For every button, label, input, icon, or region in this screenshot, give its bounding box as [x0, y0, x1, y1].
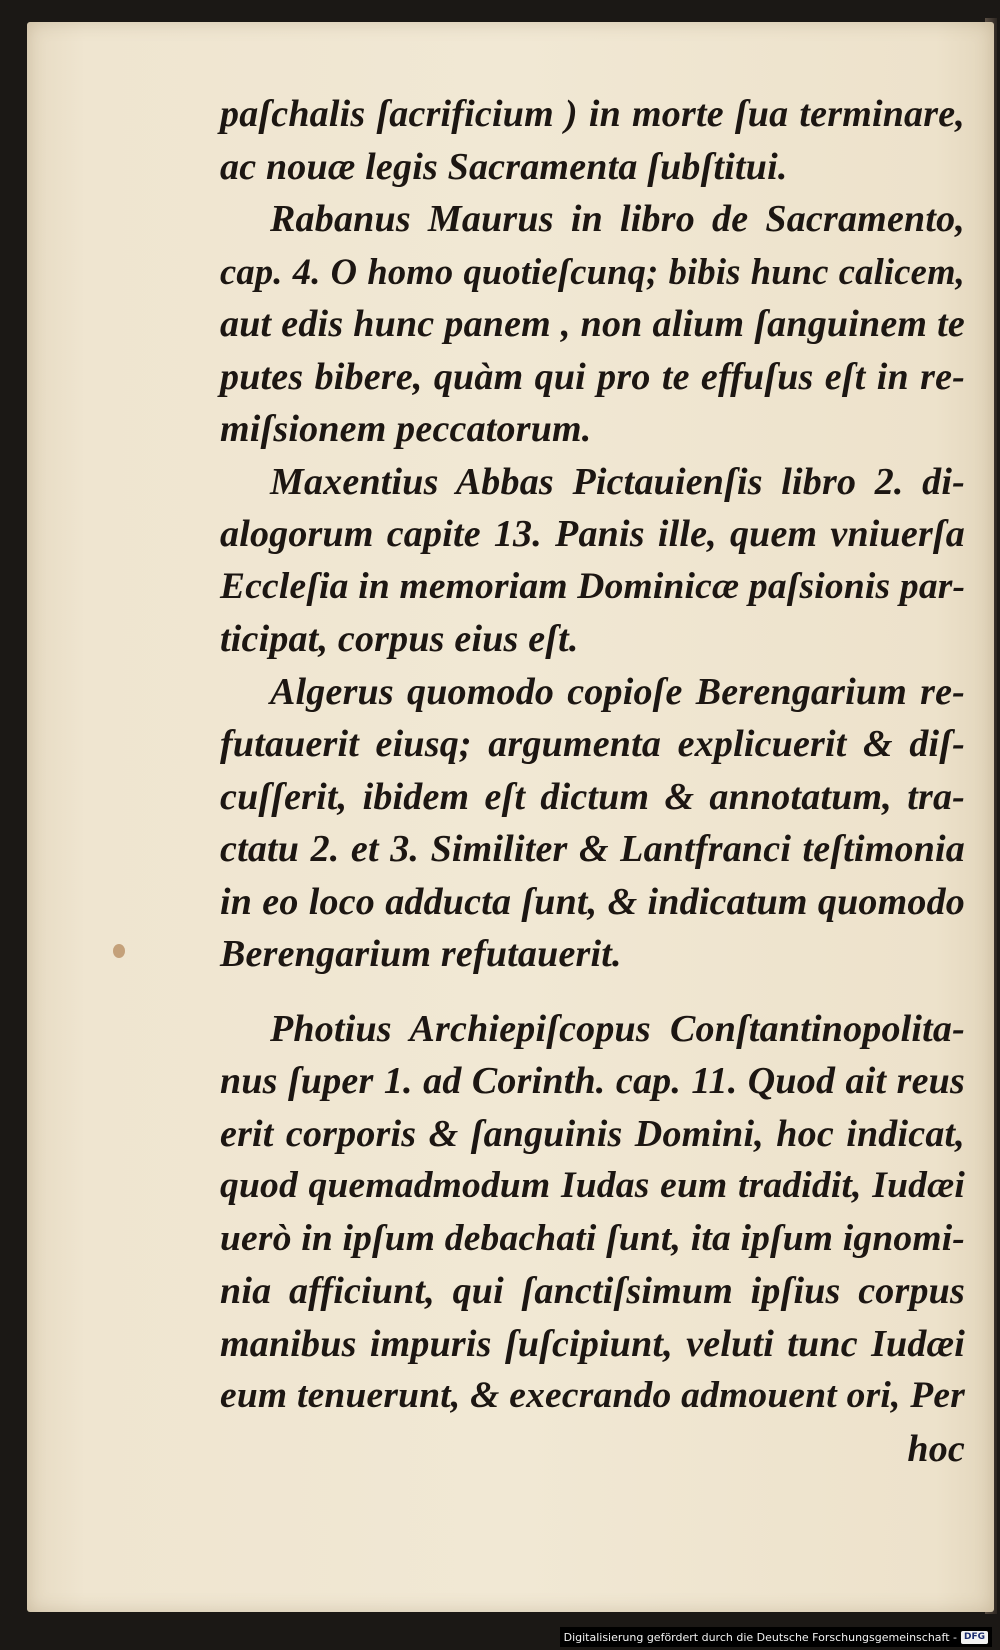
- text-line: Eccleſia in memoriam Dominicæ paſsionis par-: [220, 565, 966, 607]
- text-line: Photius Archiepiſcopus Conſtantinopolita-: [270, 1007, 965, 1050]
- text-line: quod quemadmodum Iudas eum tradidit, Iudæi: [220, 1165, 965, 1206]
- text-line: ac nouæ legis Sacramenta ſubſtitui.: [220, 145, 788, 188]
- dfg-logo: DFG: [961, 1631, 988, 1644]
- text-line: Algerus quomodo copioſe Berengarium re-: [270, 670, 965, 713]
- text-line: ticipat, corpus eius eſt.: [220, 618, 579, 660]
- text-line: in eo loco adducta ſunt, & indicatum quomodo: [220, 880, 965, 923]
- paper-stain: [113, 944, 125, 958]
- text-line: eum tenuerunt, & execrando admouent ori, Per: [220, 1375, 965, 1416]
- text-line: nia afficiunt, qui ſanctiſsimum ipſius corpus: [220, 1270, 965, 1312]
- text-line: cuſſerit, ibidem eſt dictum & annotatum, tra-: [220, 775, 965, 818]
- text-line: aut edis hunc panem , non alium ſanguinem te: [220, 303, 965, 345]
- text-line: alogorum capite 13. Panis ille, quem vniuerſa: [220, 513, 965, 555]
- text-line: miſsionem peccatorum.: [220, 408, 592, 450]
- text-line: uerò in ipſum debachati ſunt, ita ipſum ignomi-: [220, 1217, 965, 1259]
- text-line: erit corporis & ſanguinis Domini, hoc indicat,: [220, 1112, 965, 1155]
- text-line: putes bibere, quàm qui pro te effuſus eſt in re-: [220, 355, 965, 398]
- text-line: Maxentius Abbas Pictauienſis libro 2. di-: [270, 460, 965, 503]
- text-line: manibus impuris ſuſcipiunt, veluti tunc Iudæi: [220, 1322, 965, 1365]
- text-line: nus ſuper 1. ad Corinth. cap. 11. Quod ait reus: [220, 1060, 965, 1102]
- text-line: futauerit eiusq; argumenta explicuerit & diſ-: [220, 723, 965, 765]
- text-line: Rabanus Maurus in libro de Sacramento,: [270, 198, 965, 240]
- catchword: hoc: [907, 1427, 965, 1470]
- text-line: cap. 4. O homo quotieſcunq; bibis hunc calicem,: [220, 250, 965, 292]
- digitization-credit: [560, 1627, 992, 1647]
- credit-text: Digitalisierung gefördert durch die Deutsche Forschungsgemeinschaft -: [563, 1630, 957, 1644]
- paragraph-gap: [220, 981, 965, 1003]
- page-text: [220, 88, 965, 1475]
- text-line: paſchalis ſacrificium ) in morte ſua terminare,: [220, 93, 965, 135]
- text-line: ctatu 2. et 3. Similiter & Lantfranci teſtimonia: [220, 828, 965, 870]
- text-line: Berengarium refutauerit.: [220, 933, 622, 975]
